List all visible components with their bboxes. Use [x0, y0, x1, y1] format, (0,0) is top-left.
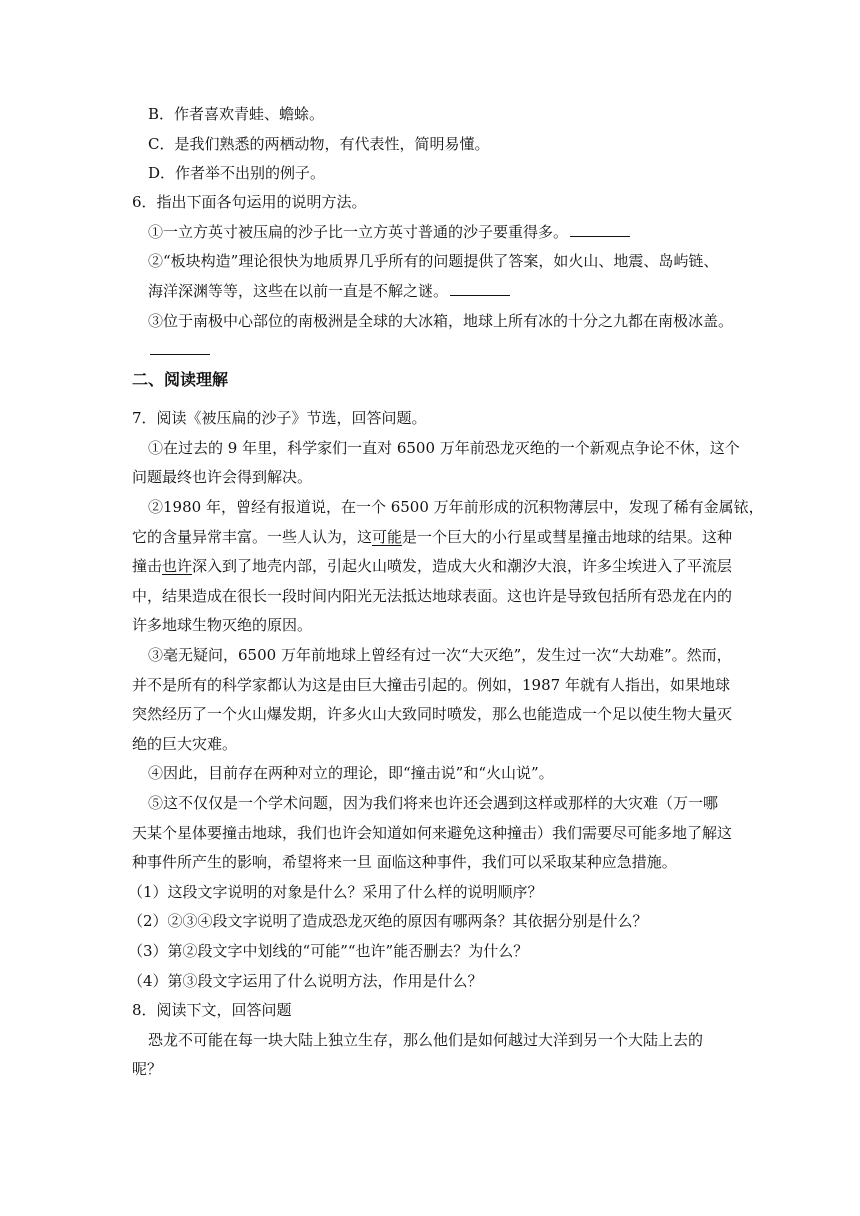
underlined-word: 可能	[372, 528, 403, 546]
q6-sentence-2-line2: 海洋深渊等等，这些在以前一直是不解之谜。	[148, 281, 510, 301]
q8-line2: 呢？	[132, 1060, 163, 1078]
q7-p3-line2: 并不是所有的科学家都认为这是由巨大撞击引起的。例如，1987 年就有人指出，如果地球	[132, 676, 730, 694]
q7-p1-line1: ①在过去的 9 年里，科学家们一直对 6500 万年前恐龙灭绝的一个新观点争论不休，这个	[148, 439, 740, 457]
q7-p3-line4: 绝的巨大灾难。	[132, 735, 238, 753]
q6-sentence-1: ①一立方英寸被压扁的沙子比一立方英寸普通的沙子要重得多。	[148, 222, 630, 242]
q7-subquestion-1: （1）这段文字说明的对象是什么？采用了什么样的说明顺序？	[128, 883, 543, 901]
q8-stem: 8．阅读下文，回答问题	[132, 1001, 292, 1019]
q5-option-d: D．作者举不出别的例子。	[148, 164, 326, 182]
section-title: 二、阅读理解	[132, 370, 229, 389]
answer-blank[interactable]	[570, 222, 630, 237]
q8-line1: 恐龙不可能在每一块大陆上独立生存，那么他们是如何越过大洋到另一个大陆上去的	[148, 1031, 704, 1049]
q7-stem: 7．阅读《被压扁的沙子》节选，回答问题。	[132, 409, 427, 427]
q7-p2-line1: ②1980 年，曾经有报道说，在一个 6500 万年前形成的沉积物薄层中，发现了稀有金属铱，	[148, 498, 764, 516]
q7-subquestion-2: （2）②③④段文字说明了造成恐龙灭绝的原因有哪两条？其依据分别是什么？	[128, 912, 648, 930]
answer-blank[interactable]	[450, 281, 510, 296]
q7-p5-line1: ⑤这不仅仅是一个学术问题，因为我们将来也许还会遇到这样或那样的大灾难（万一哪	[148, 794, 719, 812]
q6-sentence-3-line2	[150, 340, 210, 360]
q7-p5-line2: 天某个星体要撞击地球，我们也许会知道如何来避免这种撞击）我们需要尽可能多地了解这	[132, 824, 733, 842]
answer-blank[interactable]	[150, 340, 210, 355]
q7-subquestion-3: （3）第②段文字中划线的“可能”“也许”能否删去？为什么？	[128, 942, 529, 960]
q6-stem: 6．指出下面各句运用的说明方法。	[132, 193, 367, 211]
q7-p3-line1: ③毫无疑问，6500 万年前地球上曾经有过一次“大灭绝”，发生过一次“大劫难”。然而，	[148, 646, 732, 664]
q7-p2-line3: 撞击也许深入到了地壳内部，引起火山喷发，造成大火和潮汐大浪，许多尘埃进入了平流层	[132, 557, 733, 575]
q6-sentence-3-line1: ③位于南极中心部位的南极洲是全球的大冰箱，地球上所有冰的十分之九都在南极冰盖。	[148, 312, 734, 330]
q5-option-b: B．作者喜欢青蛙、蟾蜍。	[148, 105, 325, 123]
q7-p2-line5: 许多地球生物灭绝的原因。	[132, 616, 313, 634]
q7-p5-line3: 种事件所产生的影响，希望将来一旦 面临这种事件，我们可以采取某种应急措施。	[132, 853, 677, 871]
q7-p2-line2: 它的含量异常丰富。一些人认为，这可能是一个巨大的小行星或彗星撞击地球的结果。这种	[132, 528, 733, 546]
q7-p1-line2: 问题最终也许会得到解决。	[132, 468, 313, 486]
q6-sentence-2-line1: ②“板块构造”理论很快为地质界几乎所有的问题提供了答案，如火山、地震、岛屿链、	[148, 252, 719, 270]
q7-p4-line1: ④因此，目前存在两种对立的理论，即“撞击说”和“火山说”。	[148, 764, 554, 782]
q7-p3-line3: 突然经历了一个火山爆发期，许多火山大致同时喷发，那么也能造成一个足以使生物大量灭	[132, 705, 733, 723]
q7-subquestion-4: （4）第③段文字运用了什么说明方法，作用是什么？	[128, 972, 483, 990]
underlined-word: 也许	[162, 557, 193, 575]
q5-option-c: C．是我们熟悉的两栖动物，有代表性，简明易懂。	[148, 135, 490, 153]
q7-p2-line4: 中，结果造成在很长一段时间内阳光无法抵达地球表面。这也许是导致包括所有恐龙在内的	[132, 587, 733, 605]
